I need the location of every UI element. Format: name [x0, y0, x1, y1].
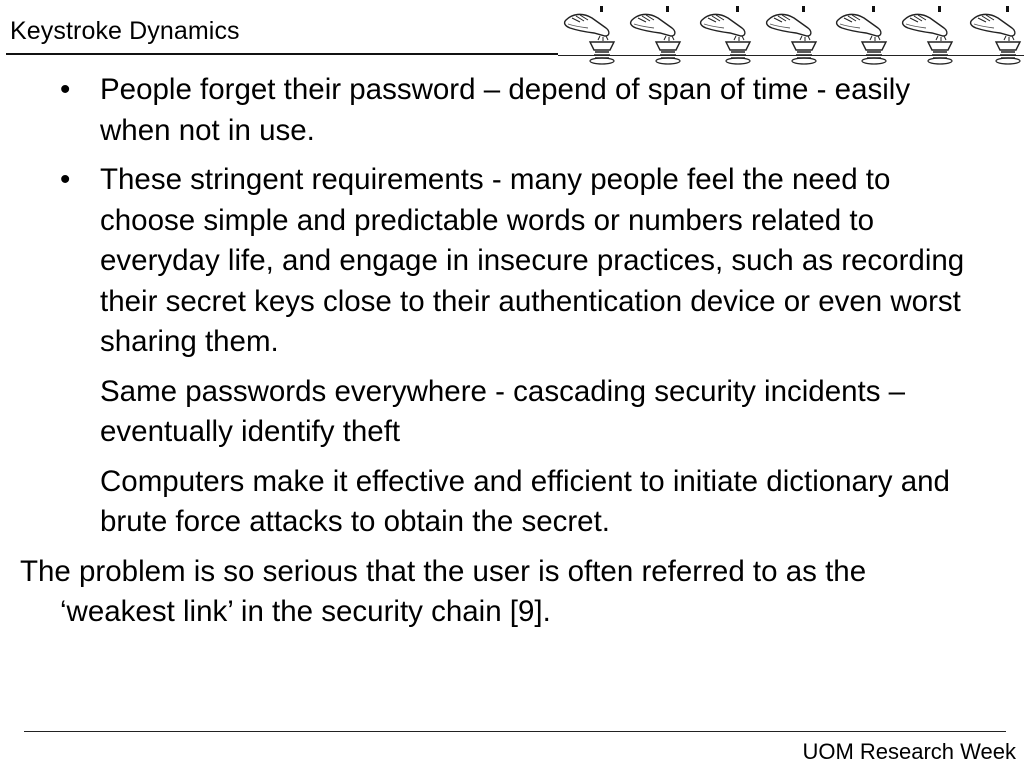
bullet-text: People forget their password – depend of span of time - easily when not in use.: [100, 73, 911, 147]
bullet-item: [60, 70, 980, 151]
paragraph-text: The problem is so serious that the user is often referred to as the ‘weakest link’ in the security chain [9].: [20, 554, 867, 628]
bullet-text: These stringent requirements - many people feel the need to choose simple and predictable words or numbers related to everyday life, and engage in insecure practices, such as recording their secret keys close to their authentication device or even worst sharing them.: [100, 163, 965, 358]
footer-label: UOM Research Week: [802, 739, 1016, 764]
bullet-glyph: •: [60, 73, 71, 106]
bullet-item: [60, 160, 980, 363]
bullet-glyph: •: [60, 163, 71, 196]
paragraph-item: [60, 372, 980, 453]
title-underline: [6, 53, 558, 55]
banner-baseline: [558, 55, 1024, 56]
paragraph-item: [60, 462, 980, 543]
paragraph-text: Computers make it effective and efficient to initiate dictionary and brute force attacks to obtain the secret.: [100, 464, 950, 538]
banner-hands-keys: [558, 0, 1024, 70]
paragraph-text: Same passwords everywhere - cascading security incidents – eventually identify theft: [100, 374, 906, 448]
footer-rule: [24, 731, 1006, 732]
slide-body: [20, 70, 980, 642]
conclusion-paragraph: [20, 552, 980, 633]
slide-title: Keystroke Dynamics: [10, 17, 240, 45]
